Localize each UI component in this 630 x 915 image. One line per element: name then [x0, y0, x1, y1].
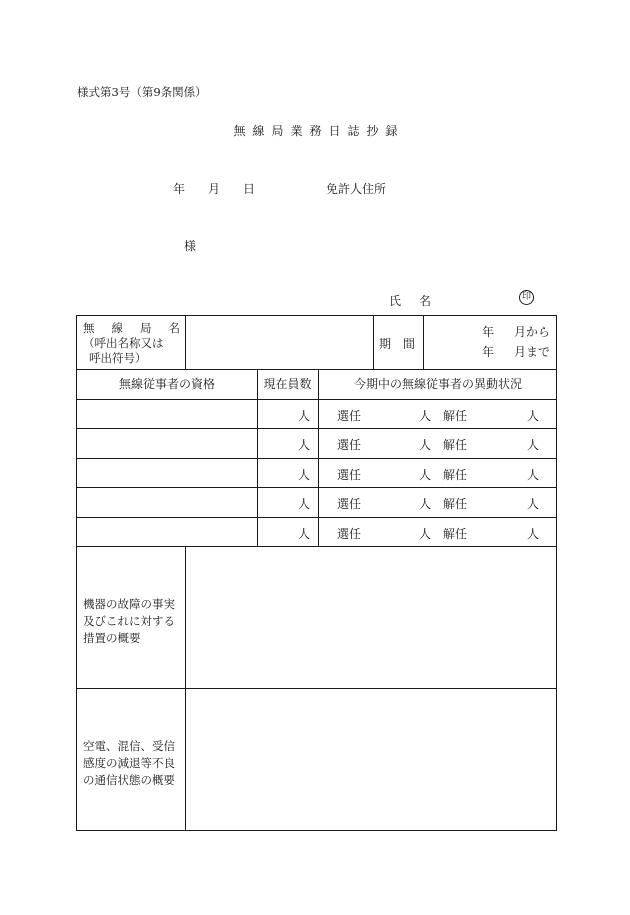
date-day-label: 日	[243, 182, 256, 196]
table-row	[77, 428, 558, 457]
column-header-current-count: 現在員数	[263, 377, 312, 391]
column-header-qualification: 無線従事者の資格	[118, 377, 215, 391]
table-row	[77, 517, 558, 546]
equipment-failure-label: 機器の故障の事実及びこれに対する措置の概要	[83, 597, 175, 645]
appointed-unit: 人	[419, 527, 432, 541]
table-row	[77, 487, 558, 516]
table-rule	[77, 546, 556, 547]
dismissed-label: 解任	[443, 527, 468, 541]
addressee-honorific: 様	[184, 239, 197, 253]
station-name-line1: 無線局名	[83, 321, 197, 335]
dismissed-label: 解任	[443, 468, 468, 482]
table-rule	[185, 546, 186, 830]
table-row	[77, 399, 558, 428]
station-name-line3: 呼出符号）	[89, 351, 147, 365]
current-count-unit: 人	[298, 438, 311, 452]
dismissed-label: 解任	[443, 409, 468, 423]
period-to-month: 月まで	[513, 345, 550, 359]
dismissed-unit: 人	[527, 409, 540, 423]
current-count-unit: 人	[298, 468, 311, 482]
period-range	[482, 322, 550, 362]
appointed-unit: 人	[419, 409, 432, 423]
appointed-unit: 人	[419, 468, 432, 482]
date-month-label: 月	[208, 182, 221, 196]
dismissed-unit: 人	[527, 527, 540, 541]
table-rule	[77, 369, 556, 370]
dismissed-unit: 人	[527, 438, 540, 452]
date-year-label: 年	[173, 182, 186, 196]
period-label: 期間	[379, 337, 428, 351]
appointed-label: 選任	[337, 468, 362, 482]
document-title: 無線局業務日誌抄録	[233, 124, 405, 138]
station-name-label	[83, 321, 197, 366]
current-count-unit: 人	[298, 409, 311, 423]
appointed-label: 選任	[337, 409, 362, 423]
appointed-label: 選任	[337, 497, 362, 511]
appointed-label: 選任	[337, 527, 362, 541]
name-label: 氏名	[389, 294, 450, 308]
period-from-year: 年	[481, 325, 494, 339]
station-name-line2: （呼出名称又は	[83, 336, 164, 350]
table-row	[77, 458, 558, 487]
table-rule	[77, 688, 556, 689]
appointed-unit: 人	[419, 497, 432, 511]
current-count-unit: 人	[298, 527, 311, 541]
form-number: 様式第3号（第9条関係）	[77, 85, 207, 99]
period-to-year: 年	[481, 345, 494, 359]
table-rule	[373, 316, 374, 369]
appointed-label: 選任	[337, 438, 362, 452]
current-count-unit: 人	[298, 497, 311, 511]
interference-status-label: 空電、混信、受信感度の減退等不良の通信状態の概要	[83, 739, 175, 787]
dismissed-unit: 人	[527, 468, 540, 482]
station-log-table	[76, 315, 557, 831]
period-from-month: 月から	[513, 325, 550, 339]
seal-icon: 印	[519, 290, 534, 305]
licensee-address-label: 免許人住所	[326, 182, 387, 196]
dismissed-unit: 人	[527, 497, 540, 511]
dismissed-label: 解任	[443, 438, 468, 452]
appointed-unit: 人	[419, 438, 432, 452]
column-header-changes: 今期中の無線従事者の異動状況	[353, 377, 522, 391]
dismissed-label: 解任	[443, 497, 468, 511]
